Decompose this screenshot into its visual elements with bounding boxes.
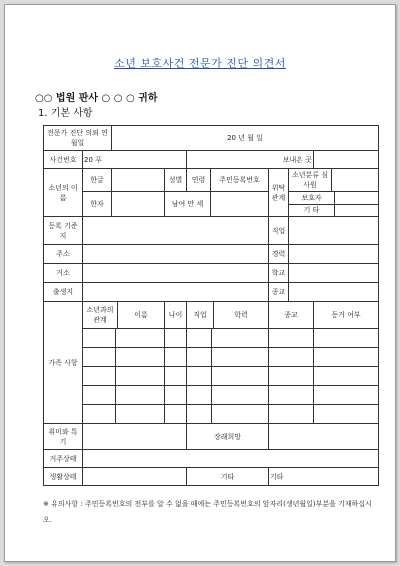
age-label: 연령 <box>187 169 211 192</box>
family-cell[interactable] <box>165 367 187 386</box>
hobby-label: 취미와 특기 <box>44 424 83 450</box>
family-cell[interactable] <box>165 348 187 367</box>
family-cell[interactable] <box>269 386 314 405</box>
caution-note: ※ 유의사항 : 주민등록번호의 전부를 알 수 없을 때에는 주민등록번호의 앞자리(생년월일)부분을 기재하십시오. <box>43 500 372 524</box>
sex-label: 성별 <box>165 169 187 192</box>
family-cell[interactable] <box>83 405 165 424</box>
family-cell[interactable] <box>314 386 379 405</box>
job-field[interactable] <box>289 217 379 245</box>
send-date-label: 보내온 곳 <box>187 151 314 169</box>
family-cell[interactable] <box>269 329 314 348</box>
trustee-option-1: 소년분류 심사원 <box>289 169 332 192</box>
religion-field[interactable] <box>289 283 379 302</box>
document-title <box>5 55 395 71</box>
trustee-field-2[interactable] <box>335 192 379 204</box>
family-cell[interactable] <box>314 405 379 424</box>
request-date-label: 전문가 진단 의뢰 연월일 <box>44 126 112 151</box>
family-cell[interactable] <box>165 386 187 405</box>
send-date-value[interactable] <box>314 151 379 169</box>
birthplace-label: 출생지 <box>44 283 83 302</box>
family-cell[interactable] <box>269 405 314 424</box>
domicile-label: 등록 기준지 <box>44 217 83 245</box>
document-page <box>4 4 396 562</box>
hobby-field[interactable] <box>83 424 187 450</box>
etc-label-1: 기타 <box>187 468 269 486</box>
family-header-cohabit: 동거 여부 <box>314 302 379 329</box>
future-label: 장래희망 <box>187 424 269 450</box>
family-cell[interactable] <box>269 367 314 386</box>
family-header-religion: 종교 <box>269 302 314 329</box>
basic-info-form <box>43 125 379 486</box>
family-cell[interactable] <box>83 329 165 348</box>
family-table <box>83 302 165 329</box>
case-no-label: 사건번호 <box>44 151 83 169</box>
family-cell[interactable] <box>314 367 379 386</box>
residence-field[interactable] <box>83 264 269 283</box>
domicile-field[interactable] <box>83 217 269 245</box>
hangul-label: 한글 <box>83 169 112 192</box>
future-field[interactable] <box>269 424 379 450</box>
family-row <box>44 386 379 405</box>
case-no-value[interactable]: 20 푸 <box>83 151 187 169</box>
job-label: 직업 <box>269 217 289 245</box>
court-addressee: ○○ 법원 판사 ○ ○ ○ 귀하 <box>35 93 158 104</box>
trustee-label: 위탁 관계 <box>269 169 289 217</box>
birthplace-field[interactable] <box>83 283 269 302</box>
family-row <box>44 329 379 348</box>
hanja-label: 한자 <box>83 192 112 217</box>
address-label: 주소 <box>44 245 83 264</box>
family-row <box>44 405 379 424</box>
life-label: 생활상태 <box>44 468 83 486</box>
family-header-job: 직업 <box>187 302 214 328</box>
resident-no-label: 주민등록번호 <box>211 169 269 192</box>
religion-label: 종교 <box>269 283 289 302</box>
family-cell[interactable] <box>165 405 187 424</box>
living-field[interactable] <box>83 450 379 468</box>
family-cell[interactable] <box>187 348 269 367</box>
life-field[interactable] <box>83 468 187 486</box>
career-field[interactable] <box>289 245 379 264</box>
title-text: 소년 보호사건 전문가 진단 의견서 <box>114 57 286 70</box>
family-cell[interactable] <box>187 367 269 386</box>
family-cell[interactable] <box>187 405 269 424</box>
school-label: 학교 <box>269 264 289 283</box>
trustee-option-3: 기 타 <box>289 204 335 216</box>
living-label: 거주상태 <box>44 450 83 468</box>
family-cell[interactable] <box>187 386 269 405</box>
family-job-edu-header <box>187 302 269 329</box>
request-date-value[interactable]: 20 년 월 일 <box>112 126 379 151</box>
family-header-name: 이름 <box>134 311 148 319</box>
family-cell[interactable] <box>165 329 187 348</box>
resident-no-field[interactable] <box>211 192 269 217</box>
family-cell[interactable] <box>83 367 165 386</box>
age-detail: 남여 만 세 <box>165 192 211 217</box>
family-header-age: 나이 <box>165 302 187 329</box>
trustee-subrows <box>289 192 379 217</box>
family-label: 가족 사항 <box>44 302 83 424</box>
residence-label: 거소 <box>44 264 83 283</box>
hangul-name-field[interactable] <box>112 169 165 192</box>
hanja-name-field[interactable] <box>112 192 165 217</box>
family-cell[interactable] <box>314 329 379 348</box>
family-cell[interactable] <box>83 348 165 367</box>
family-header-relation: 소년과의 관계 <box>83 302 118 328</box>
career-label: 경력 <box>269 245 289 264</box>
family-row <box>44 348 379 367</box>
address-field[interactable] <box>83 245 269 264</box>
family-cell[interactable] <box>83 386 165 405</box>
family-cell[interactable] <box>314 348 379 367</box>
section-heading: 1. 기본 사항 <box>38 108 93 119</box>
trustee-field-1[interactable] <box>332 169 379 192</box>
school-field[interactable] <box>289 264 379 283</box>
trustee-option-2: 보호자 <box>289 192 335 204</box>
family-header-education: 학력 <box>234 311 248 319</box>
family-row <box>44 367 379 386</box>
juvenile-name-label: 소년의 이름 <box>44 169 83 217</box>
trustee-field-3[interactable] <box>335 204 379 216</box>
etc-label-2: 기타 <box>269 468 379 486</box>
family-cell[interactable] <box>269 348 314 367</box>
family-cell[interactable] <box>187 329 269 348</box>
